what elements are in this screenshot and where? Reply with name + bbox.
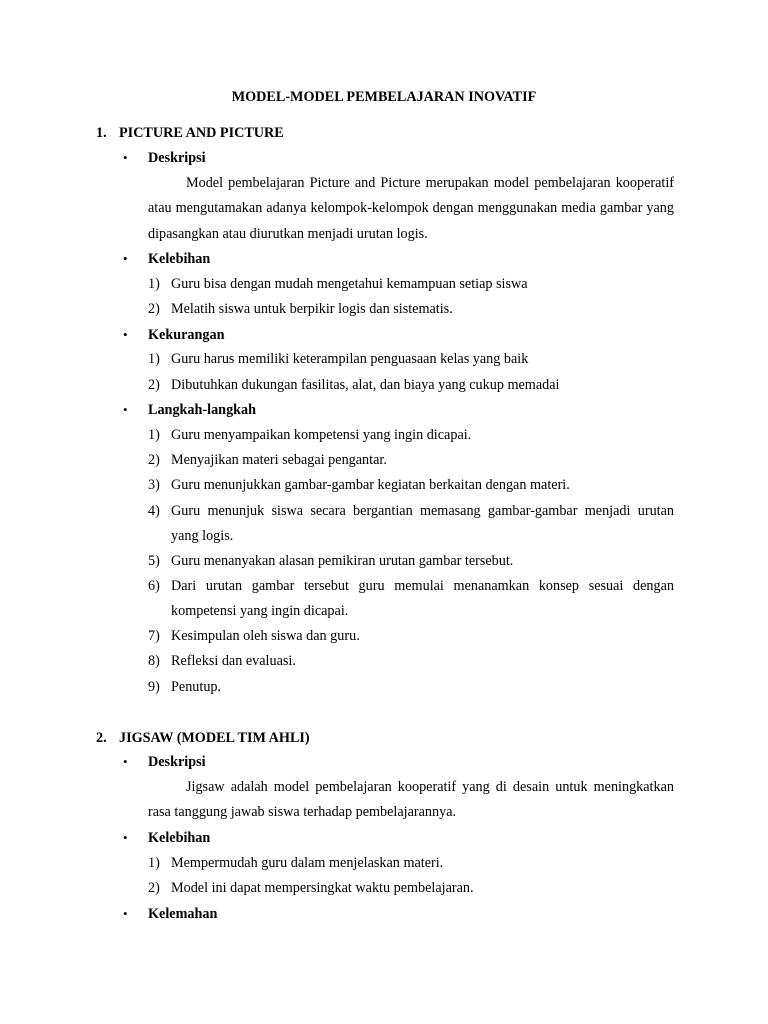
bullet-icon: • [123,327,128,342]
bullet-icon: • [123,150,128,165]
bullet-icon: • [123,754,128,769]
list-item [148,499,674,550]
item-text: Guru menyampaikan kompetensi yang ingin dicapai. [171,427,472,443]
list-item [148,448,674,473]
item-text: Kesimpulan oleh siswa dan guru. [171,628,360,644]
bullet-icon: • [123,830,128,845]
item-text: Melatih siswa untuk berpikir logis dan sistematis. [171,301,453,317]
subheading-kekurangan [123,326,224,344]
list-item [148,675,674,700]
item-number: 2) [148,301,160,317]
bullet-icon: • [123,906,128,921]
item-text: Guru bisa dengan mudah mengetahui kemampuan setiap siswa [171,276,528,292]
subheading-label: Kekurangan [148,327,225,343]
list-item [148,549,674,574]
deskripsi-paragraph: Jigsaw adalah model pembelajaran kooperatif yang di desain untuk meningkatkan rasa tanggung jawab siswa terhadap pembelajarannya. [148,779,674,821]
list-item [148,649,674,674]
item-text: Guru menunjukkan gambar-gambar kegiatan berkaitan dengan materi. [171,477,570,493]
subheading-deskripsi [123,149,206,167]
item-number: 1) [148,427,160,443]
item-number: 8) [148,653,160,669]
item-text: Dibutuhkan dukungan fasilitas, alat, dan biaya yang cukup memadai [171,377,560,393]
list-item [148,423,674,448]
item-text: Penutup. [171,679,222,695]
item-text: Dari urutan gambar tersebut guru memulai menanamkan konsep sesuai dengan kompetensi yang ingin dicapai. [171,578,674,620]
section-title: PICTURE AND PICTURE [119,125,284,141]
item-number: 5) [148,553,160,569]
item-text: Guru menunjuk siswa secara bergantian memasang gambar-gambar menjadi urutan yang logis. [171,503,674,545]
item-text: Mempermudah guru dalam menjelaskan materi. [171,855,444,871]
item-number: 1) [148,276,160,292]
subheading-label: Deskripsi [148,150,206,166]
item-text: Guru menanyakan alasan pemikiran urutan gambar tersebut. [171,553,514,569]
section-heading-picture-and-picture [96,124,284,142]
subheading-deskripsi [123,753,206,771]
bullet-icon: • [123,251,128,266]
list-item [148,297,674,322]
subheading-label: Kelemahan [148,906,218,922]
item-text: Menyajikan materi sebagai pengantar. [171,452,387,468]
item-number: 1) [148,855,160,871]
deskripsi-paragraph: Model pembelajaran Picture and Picture merupakan model pembelajaran kooperatif atau mengutamakan adanya kelompok-kelompok dengan menggunakan media gambar yang dipasangkan atau diurutkan menjadi urutan logis. [148,175,674,242]
subheading-langkah-langkah [123,401,256,419]
list-item [148,574,674,625]
item-text: Refleksi dan evaluasi. [171,653,296,669]
list-item [148,373,674,398]
subheading-label: Deskripsi [148,754,206,770]
item-number: 3) [148,477,160,493]
list-item [148,624,674,649]
item-text: Guru harus memiliki keterampilan penguasaan kelas yang baik [171,351,529,367]
item-text: Model ini dapat mempersingkat waktu pembelajaran. [171,880,474,896]
subheading-kelebihan [123,829,210,847]
subheading-kelemahan [123,905,217,923]
item-number: 2) [148,452,160,468]
subheading-label: Kelebihan [148,830,211,846]
item-number: 1) [148,351,160,367]
item-number: 2) [148,880,160,896]
item-number: 4) [148,503,160,519]
bullet-icon: • [123,402,128,417]
list-item [148,876,674,901]
subheading-label: Kelebihan [148,251,211,267]
section-title: JIGSAW (MODEL TIM AHLI) [119,730,310,746]
list-item [148,851,674,876]
subheading-label: Langkah-langkah [148,402,257,418]
section-number: 1. [96,125,107,141]
item-number: 9) [148,679,160,695]
list-item [148,272,674,297]
list-item [148,473,674,498]
item-number: 6) [148,578,160,594]
list-item [148,347,674,372]
item-number: 7) [148,628,160,644]
subheading-kelebihan [123,250,210,268]
section-heading-jigsaw [96,729,310,747]
page-title: MODEL-MODEL PEMBELAJARAN INOVATIF [231,89,537,105]
section-number: 2. [96,730,107,746]
item-number: 2) [148,377,160,393]
